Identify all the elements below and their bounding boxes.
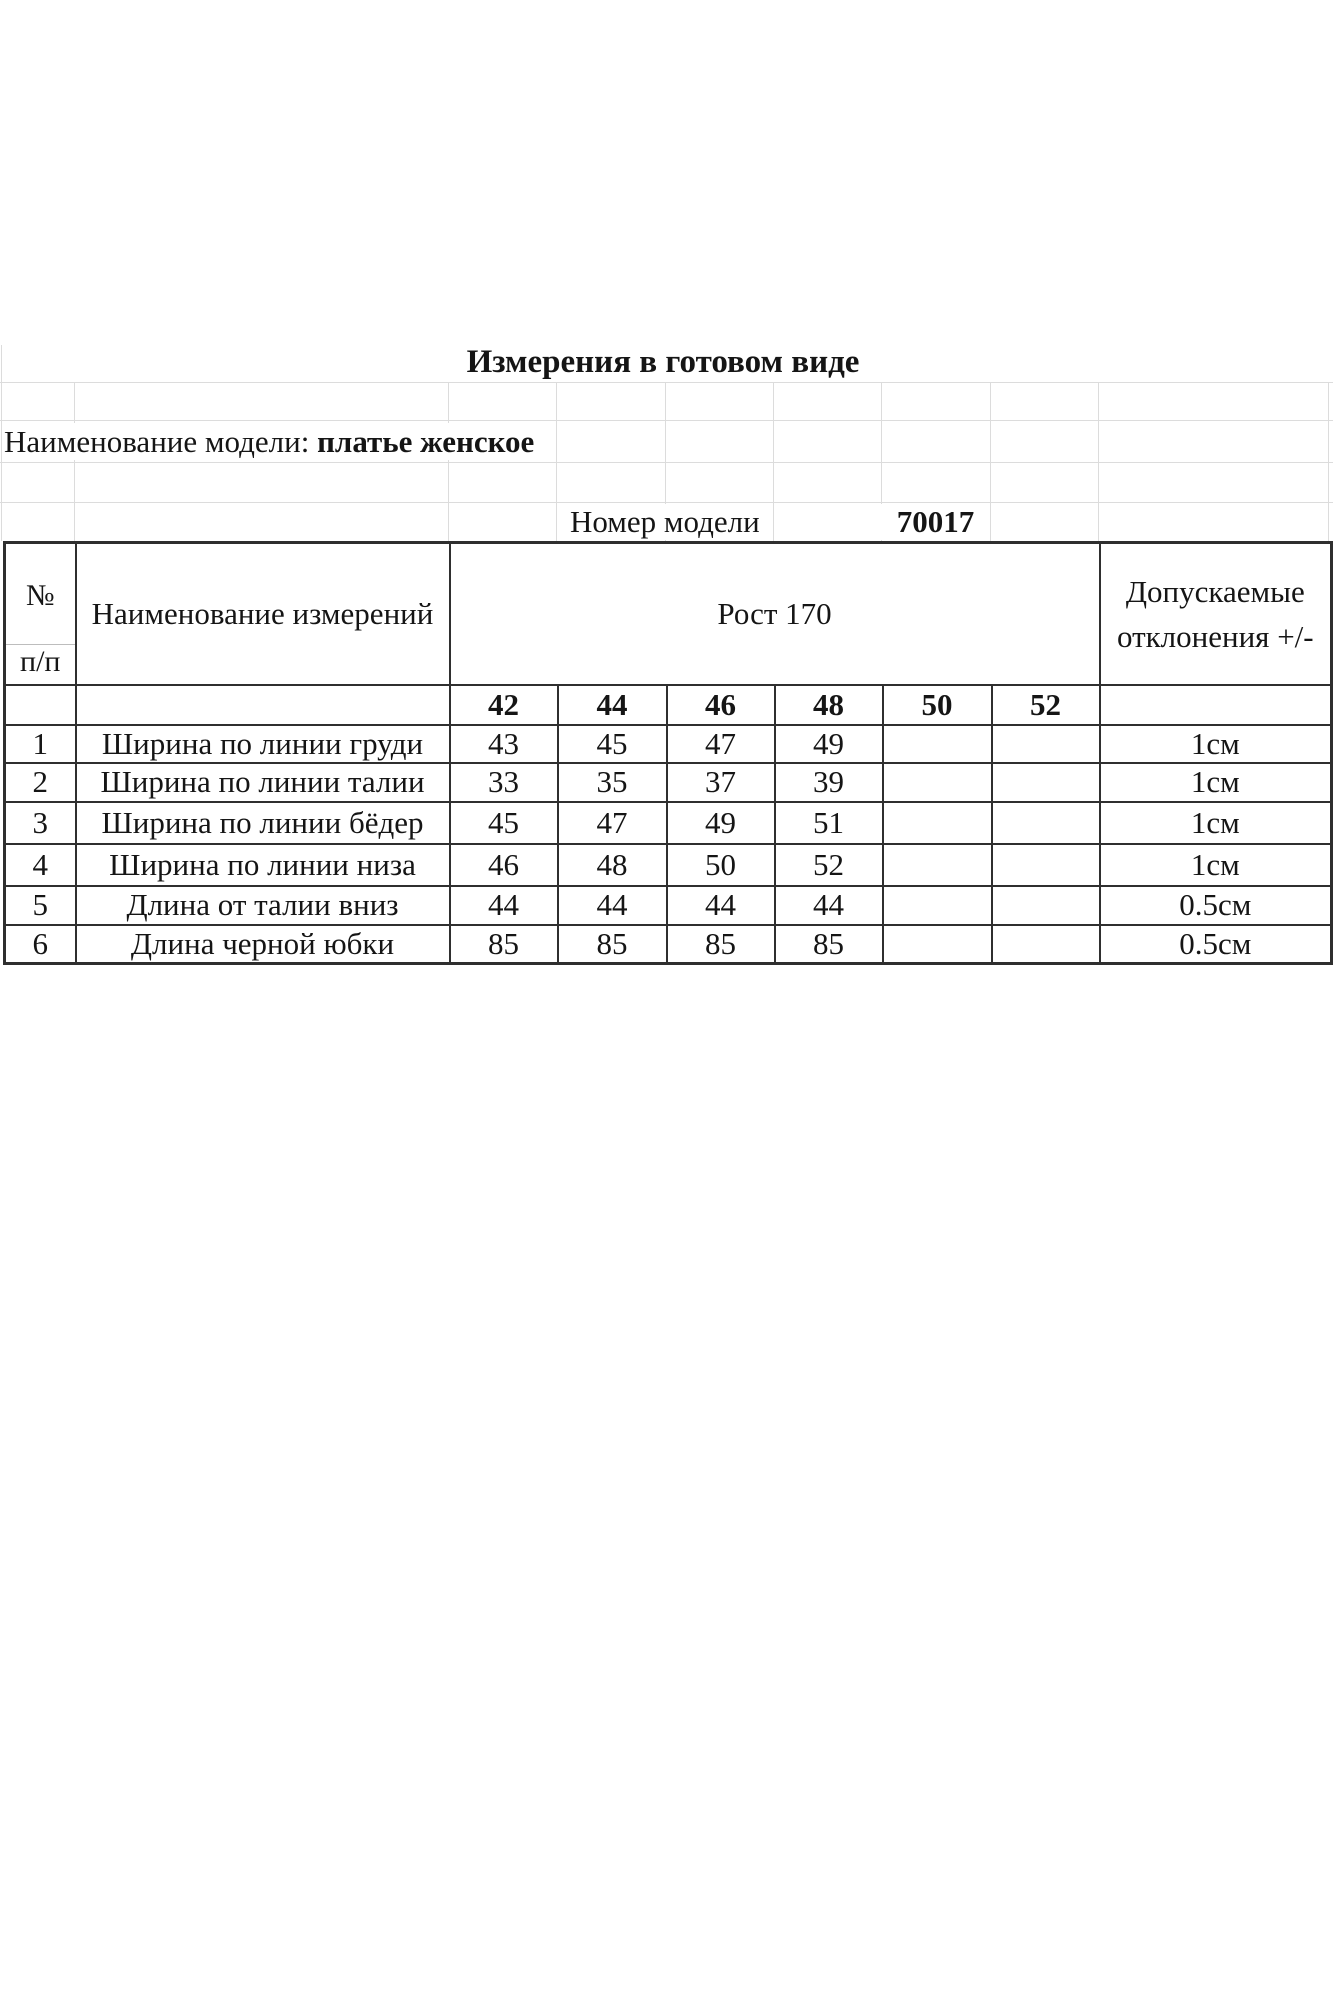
value-cell bbox=[992, 886, 1100, 925]
header-cell-growth: Рост 170 bbox=[450, 543, 1100, 685]
model-number-label: Номер модели bbox=[562, 504, 768, 540]
value-cell: 37 bbox=[667, 763, 775, 802]
value-cell: 85 bbox=[775, 925, 883, 964]
model-name-line bbox=[4, 423, 540, 460]
value-cell bbox=[992, 802, 1100, 844]
value-cell bbox=[992, 925, 1100, 964]
value-cell bbox=[883, 763, 992, 802]
num-header-top: № bbox=[6, 549, 75, 645]
page-title: Измерения в готовом виде bbox=[463, 343, 863, 382]
value-cell: 49 bbox=[775, 725, 883, 763]
gridline-vertical bbox=[773, 382, 774, 541]
gridline-vertical bbox=[1098, 382, 1099, 541]
header-cell-tolerance bbox=[1100, 543, 1332, 685]
table-row bbox=[5, 844, 1332, 886]
tolerance-cell: 0.5см bbox=[1100, 925, 1332, 964]
row-number: 3 bbox=[5, 802, 76, 844]
value-cell: 49 bbox=[667, 802, 775, 844]
value-cell: 33 bbox=[450, 763, 558, 802]
value-cell: 46 bbox=[450, 844, 558, 886]
value-cell bbox=[883, 844, 992, 886]
value-cell: 52 bbox=[775, 844, 883, 886]
tolerance-header-line1: Допускаемые bbox=[1125, 573, 1305, 609]
empty-cell bbox=[1100, 685, 1332, 725]
size-header-42: 42 bbox=[450, 685, 558, 725]
value-cell: 43 bbox=[450, 725, 558, 763]
model-number-value: 70017 bbox=[881, 504, 990, 540]
measurements-table bbox=[3, 541, 1333, 965]
value-cell: 85 bbox=[558, 925, 667, 964]
row-number: 6 bbox=[5, 925, 76, 964]
value-cell: 44 bbox=[450, 886, 558, 925]
gridline-horizontal bbox=[0, 420, 1333, 421]
sizes-row bbox=[5, 685, 1332, 725]
size-header-50: 50 bbox=[883, 685, 992, 725]
tolerance-cell: 0.5см bbox=[1100, 886, 1332, 925]
measurement-name: Длина черной юбки bbox=[76, 925, 450, 964]
value-cell: 47 bbox=[667, 725, 775, 763]
gridline-horizontal bbox=[0, 462, 1333, 463]
value-cell: 45 bbox=[450, 802, 558, 844]
size-header-46: 46 bbox=[667, 685, 775, 725]
value-cell: 85 bbox=[667, 925, 775, 964]
value-cell bbox=[883, 925, 992, 964]
gridline-vertical bbox=[1328, 382, 1329, 541]
gridline-vertical bbox=[1, 345, 2, 541]
value-cell: 50 bbox=[667, 844, 775, 886]
row-number: 4 bbox=[5, 844, 76, 886]
value-cell bbox=[883, 802, 992, 844]
row-number: 1 bbox=[5, 725, 76, 763]
gridline-vertical bbox=[990, 382, 991, 541]
tolerance-cell: 1см bbox=[1100, 802, 1332, 844]
measurement-name: Ширина по линии талии bbox=[76, 763, 450, 802]
gridline-horizontal bbox=[0, 382, 1333, 383]
tolerance-header-line2: отклонения +/- bbox=[1116, 618, 1314, 654]
gridline-vertical bbox=[448, 382, 449, 541]
table-row bbox=[5, 925, 1332, 964]
tolerance-cell: 1см bbox=[1100, 844, 1332, 886]
table-row bbox=[5, 725, 1332, 763]
header-cell-measurement-name: Наименование измерений bbox=[76, 543, 450, 685]
row-number: 2 bbox=[5, 763, 76, 802]
measurement-name: Ширина по линии бёдер bbox=[76, 802, 450, 844]
table-row bbox=[5, 886, 1332, 925]
value-cell bbox=[992, 725, 1100, 763]
gridline-vertical bbox=[556, 382, 557, 541]
tolerance-cell: 1см bbox=[1100, 725, 1332, 763]
value-cell: 44 bbox=[558, 886, 667, 925]
row-number: 5 bbox=[5, 886, 76, 925]
model-name-value: платье женское bbox=[317, 424, 535, 459]
value-cell: 47 bbox=[558, 802, 667, 844]
empty-cell bbox=[76, 685, 450, 725]
gridline-horizontal bbox=[0, 502, 1333, 503]
size-header-48: 48 bbox=[775, 685, 883, 725]
table-row bbox=[5, 802, 1332, 844]
value-cell bbox=[883, 886, 992, 925]
measurement-name: Ширина по линии низа bbox=[76, 844, 450, 886]
value-cell: 51 bbox=[775, 802, 883, 844]
value-cell bbox=[992, 844, 1100, 886]
value-cell: 39 bbox=[775, 763, 883, 802]
table-header-row bbox=[5, 543, 1332, 685]
measurement-name: Ширина по линии груди bbox=[76, 725, 450, 763]
value-cell: 44 bbox=[667, 886, 775, 925]
value-cell bbox=[883, 725, 992, 763]
header-cell-num bbox=[5, 543, 76, 685]
size-header-52: 52 bbox=[992, 685, 1100, 725]
value-cell bbox=[992, 763, 1100, 802]
table-row bbox=[5, 763, 1332, 802]
size-header-44: 44 bbox=[558, 685, 667, 725]
num-header bbox=[6, 549, 75, 679]
value-cell: 48 bbox=[558, 844, 667, 886]
tolerance-cell: 1см bbox=[1100, 763, 1332, 802]
measurement-name: Длина от талии вниз bbox=[76, 886, 450, 925]
model-name-label: Наименование модели: bbox=[4, 424, 310, 459]
value-cell: 35 bbox=[558, 763, 667, 802]
empty-cell bbox=[5, 685, 76, 725]
value-cell: 45 bbox=[558, 725, 667, 763]
value-cell: 85 bbox=[450, 925, 558, 964]
num-header-bottom: п/п bbox=[20, 644, 61, 678]
value-cell: 44 bbox=[775, 886, 883, 925]
gridline-vertical bbox=[74, 382, 75, 541]
